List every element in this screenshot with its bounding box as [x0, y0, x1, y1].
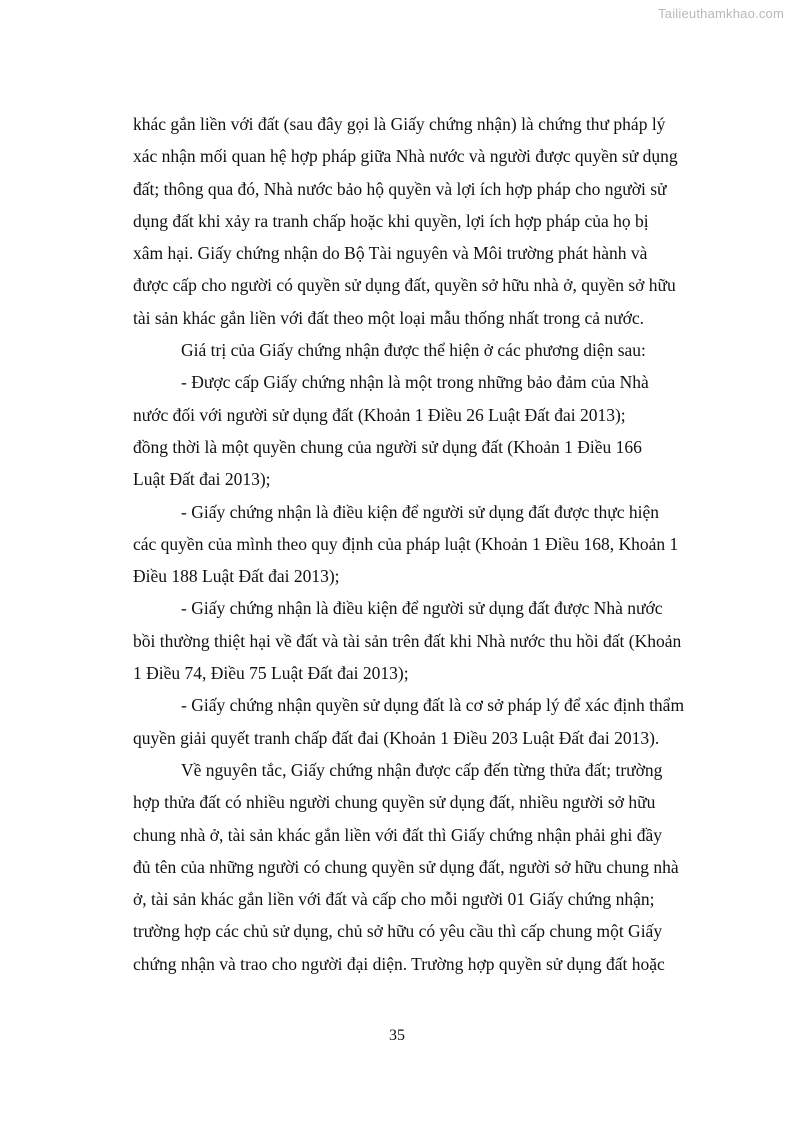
paragraph-principle: Về nguyên tắc, Giấy chứng nhận được cấp đến từng thửa đất; trường hợp thửa đất có nhiều người chung quyền sử dụng đất, nhiều người sở hữu chung nhà ở, tài sản khác gắn liền với đất thì Giấy chứng nhận phải ghi đầy đủ tên của những người có chung quyền sử dụng đất, người sở hữu chung nhà ở, tài sản khác gắn liền với đất và cấp cho mỗi người 01 Giấy chứng nhận; trường hợp các chủ sử dụng, chủ sở hữu có yêu cầu thì cấp chung một Giấy chứng nhận và trao cho người đại diện. Trường hợp quyền sử dụng đất hoặc [133, 759, 679, 974]
paragraph-continuation: khác gắn liền với đất (sau đây gọi là Giấy chứng nhận) là chứng thư pháp lý xác nhận mối quan hệ hợp pháp giữa Nhà nước và người được quyền sử dụng đất; thông qua đó, Nhà nước bảo hộ quyền và lợi ích hợp pháp cho người sử dụng đất khi xảy ra tranh chấp hoặc khi quyền, lợi ích hợp pháp của họ bị xâm hại. Giấy chứng nhận do Bộ Tài nguyên và Môi trường phát hành và được cấp cho người có quyền sử dụng đất, quyền sở hữu nhà ở, quyền sở hữu tài sản khác gắn liền với đất theo một loại mẫu thống nhất trong cả nước. [133, 114, 678, 328]
paragraph-intro-values: Giá trị của Giấy chứng nhận được thể hiện ở các phương diện sau: [181, 340, 646, 361]
page-body [133, 108, 718, 980]
list-item-1: - Được cấp Giấy chứng nhận là một trong những bảo đảm của Nhà nước đối với người sử dụng đất (Khoản 1 Điều 26 Luật Đất đai 2013); đồng thời là một quyền chung của người sử dụng đất (Khoản 1 Điều 166 Luật Đất đai 2013); [133, 372, 649, 490]
list-item-2: - Giấy chứng nhận là điều kiện để người sử dụng đất được thực hiện các quyền của mình theo quy định của pháp luật (Khoản 1 Điều 168, Khoản 1 Điều 188 Luật Đất đai 2013); [133, 501, 679, 587]
watermark: Tailieuthamkhao.com [658, 6, 784, 21]
page-number: 35 [389, 1027, 405, 1044]
list-item-3: - Giấy chứng nhận là điều kiện để người sử dụng đất được Nhà nước bồi thường thiệt hại về đất và tài sản trên đất khi Nhà nước thu hồi đất (Khoản 1 Điều 74, Điều 75 Luật Đất đai 2013); [133, 598, 682, 684]
list-item-4: - Giấy chứng nhận quyền sử dụng đất là cơ sở pháp lý để xác định thẩm quyền giải quyết tranh chấp đất đai (Khoản 1 Điều 203 Luật Đất đai 2013). [133, 695, 685, 748]
